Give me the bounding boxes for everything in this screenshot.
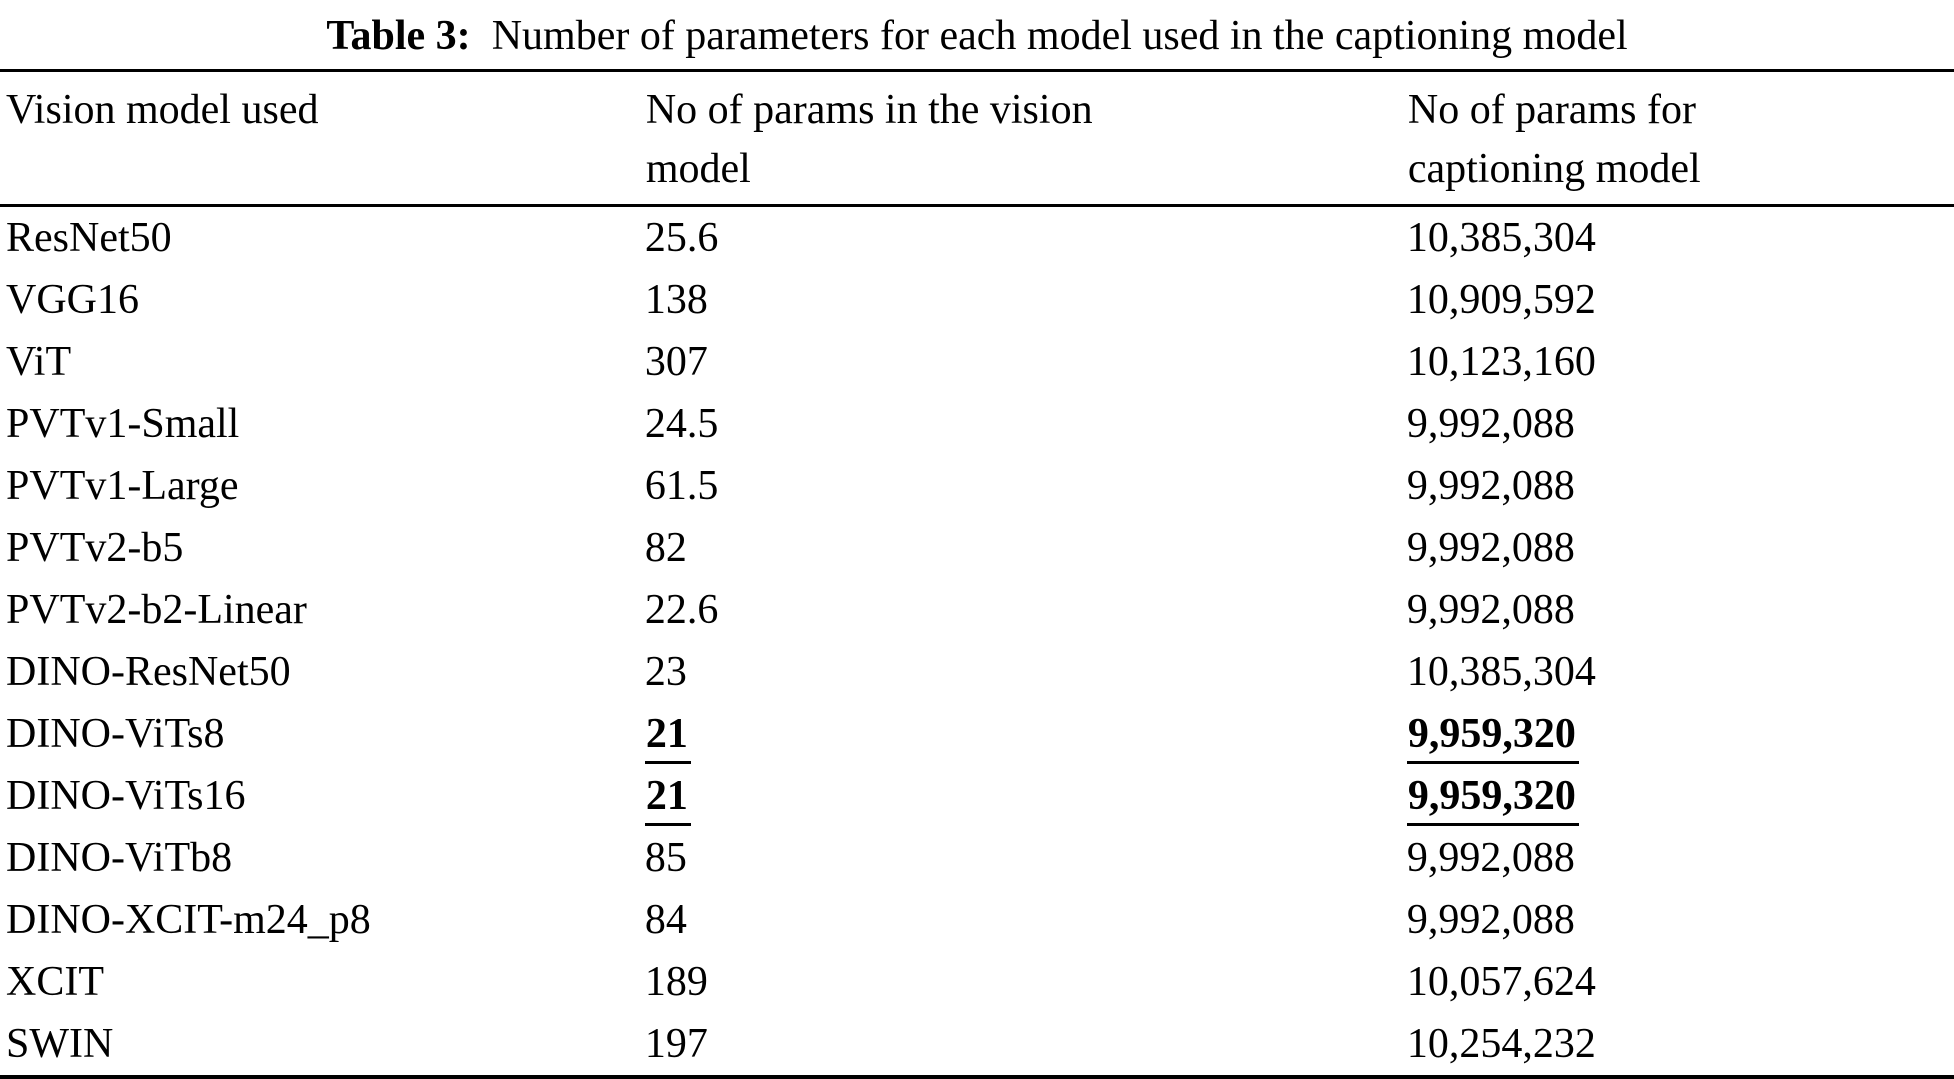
col-header-line: No of params in the vision (645, 87, 1093, 133)
vision-params-value: 85 (644, 835, 687, 881)
caption-params-value: 10,254,232 (1406, 1021, 1596, 1067)
caption-params-value: 9,992,088 (1406, 587, 1575, 633)
vision-params-cell (645, 1013, 1407, 1078)
vision-params-value: 21 (645, 711, 691, 764)
model-name-cell: DINO-XCIT-m24_p8 (6, 897, 371, 943)
vision-params-cell (645, 765, 1407, 827)
model-name-cell: PVTv2-b5 (6, 525, 184, 571)
table-row (0, 206, 1954, 270)
table-header-row (0, 71, 1954, 206)
table-caption (0, 0, 1954, 69)
vision-params-value: 25.6 (644, 215, 719, 261)
vision-params-value: 307 (644, 339, 708, 385)
vision-params-value: 197 (644, 1021, 708, 1067)
table-row (0, 765, 1954, 827)
vision-params-cell (645, 951, 1407, 1013)
vision-params-cell (645, 641, 1407, 703)
caption-params-cell (1407, 269, 1954, 331)
table-row (0, 579, 1954, 641)
caption-params-value: 10,909,592 (1406, 277, 1596, 323)
vision-params-value: 21 (645, 773, 691, 826)
table-row (0, 455, 1954, 517)
vision-params-cell (645, 206, 1407, 270)
vision-params-cell (645, 269, 1407, 331)
caption-text (481, 13, 492, 59)
vision-params-cell (645, 517, 1407, 579)
col-header-vision-model (0, 71, 645, 206)
table-row (0, 827, 1954, 889)
vision-params-cell (645, 579, 1407, 641)
model-name-cell: SWIN (6, 1021, 114, 1067)
col-header-line: No of params for (1407, 87, 1696, 133)
vision-params-value: 61.5 (644, 463, 719, 509)
caption-params-value: 10,385,304 (1406, 649, 1596, 695)
caption-label: Table 3: (326, 13, 471, 59)
caption-params-cell (1407, 1013, 1954, 1078)
col-header-line: Vision model used (6, 87, 319, 133)
model-name-cell: PVTv1-Large (6, 463, 239, 509)
model-name-cell: XCIT (6, 959, 104, 1005)
vision-params-value: 189 (644, 959, 708, 1005)
vision-params-value: 82 (644, 525, 687, 571)
caption-params-cell (1407, 951, 1954, 1013)
caption-params-value: 9,992,088 (1406, 463, 1575, 509)
caption-title: Number of parameters for each model used in the captioning model (491, 13, 1628, 59)
caption-params-value: 9,959,320 (1407, 773, 1579, 826)
caption-params-cell (1407, 641, 1954, 703)
caption-params-value: 10,123,160 (1406, 339, 1596, 385)
vision-params-cell (645, 331, 1407, 393)
table-row (0, 269, 1954, 331)
vision-params-cell (645, 827, 1407, 889)
table-row (0, 703, 1954, 765)
caption-params-value: 9,992,088 (1406, 401, 1575, 447)
vision-params-cell (645, 393, 1407, 455)
vision-params-cell (645, 703, 1407, 765)
table-row (0, 517, 1954, 579)
col-header-caption-params (1407, 71, 1954, 206)
col-header-line: model (645, 146, 751, 192)
vision-params-cell (645, 455, 1407, 517)
caption-params-value: 10,385,304 (1406, 215, 1596, 261)
vision-params-value: 24.5 (644, 401, 719, 447)
caption-params-value: 9,959,320 (1407, 711, 1579, 764)
col-header-vision-params (645, 71, 1407, 206)
model-name-cell: PVTv1-Small (6, 401, 240, 447)
caption-params-cell (1407, 827, 1954, 889)
vision-params-value: 22.6 (644, 587, 719, 633)
caption-params-cell (1407, 455, 1954, 517)
caption-params-value: 9,992,088 (1406, 525, 1575, 571)
model-name-cell: DINO-ViTs8 (6, 711, 225, 757)
vision-params-value: 84 (644, 897, 687, 943)
model-name-cell: ResNet50 (6, 215, 172, 261)
caption-params-value: 9,992,088 (1406, 835, 1575, 881)
vision-params-cell (645, 889, 1407, 951)
col-header-line: captioning model (1407, 146, 1701, 192)
model-name-cell: PVTv2-b2-Linear (6, 587, 307, 633)
caption-params-cell (1407, 393, 1954, 455)
caption-params-cell (1407, 517, 1954, 579)
model-name-cell: DINO-ResNet50 (6, 649, 291, 695)
caption-params-cell (1407, 579, 1954, 641)
vision-params-value: 23 (644, 649, 687, 695)
caption-params-value: 9,992,088 (1406, 897, 1575, 943)
model-name-cell: DINO-ViTb8 (6, 835, 233, 881)
table-row (0, 951, 1954, 1013)
params-table (0, 69, 1954, 1079)
table-row (0, 393, 1954, 455)
caption-params-cell (1407, 889, 1954, 951)
vision-params-value: 138 (644, 277, 708, 323)
table-row (0, 1013, 1954, 1078)
table-row (0, 889, 1954, 951)
table-row (0, 331, 1954, 393)
model-name-cell: VGG16 (6, 277, 139, 323)
caption-params-cell (1407, 765, 1954, 827)
model-name-cell: ViT (6, 339, 72, 385)
caption-params-cell (1407, 206, 1954, 270)
caption-params-cell (1407, 331, 1954, 393)
caption-params-value: 10,057,624 (1406, 959, 1596, 1005)
caption-params-cell (1407, 703, 1954, 765)
table-row (0, 641, 1954, 703)
table-body (0, 206, 1954, 1078)
model-name-cell: DINO-ViTs16 (6, 773, 246, 819)
